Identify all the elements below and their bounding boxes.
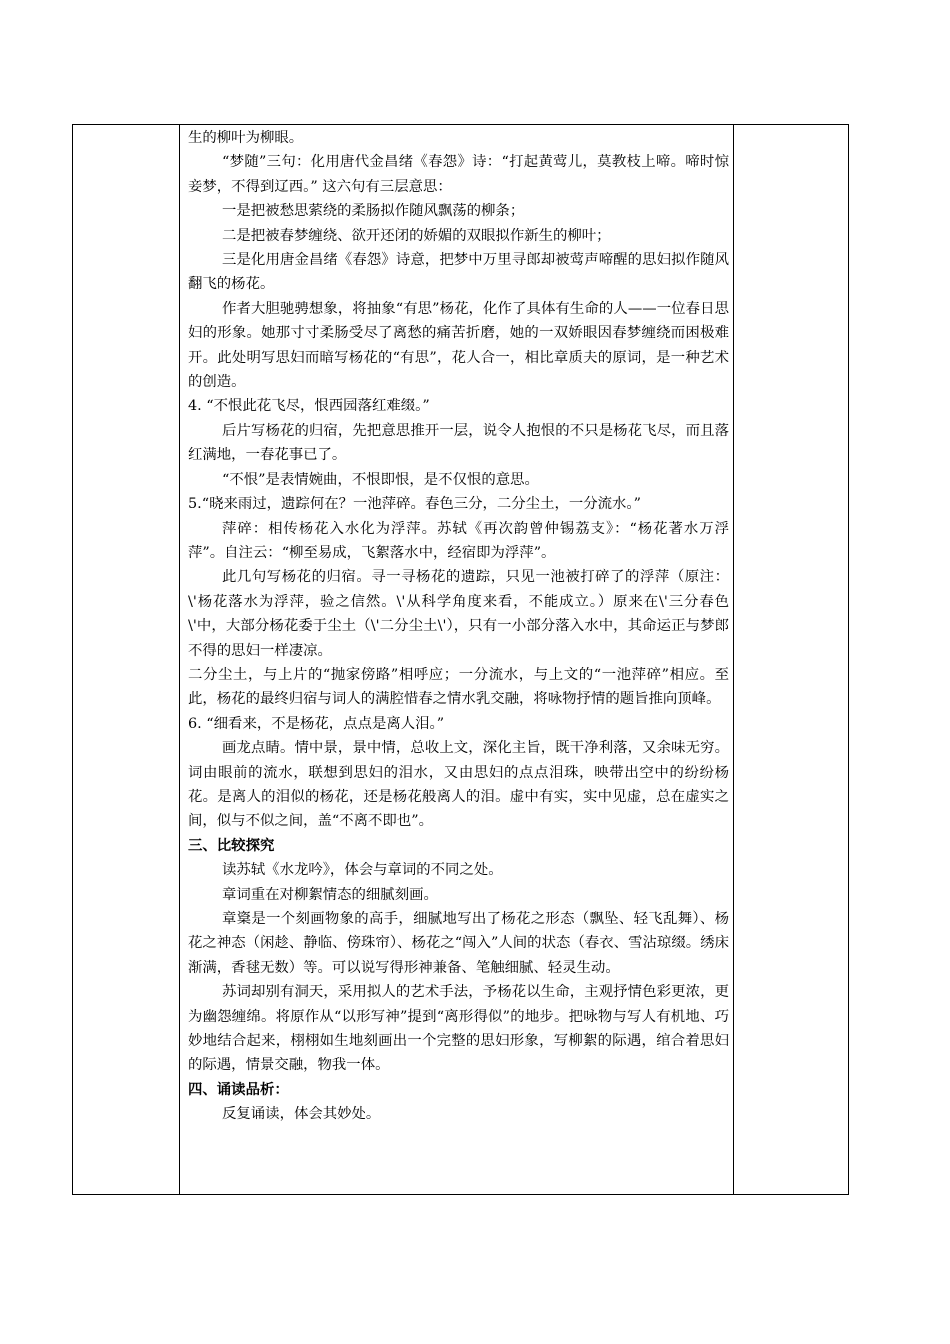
text-paragraph: 反复诵读，体会其妙处。 bbox=[222, 1106, 381, 1123]
table-right-border bbox=[848, 124, 849, 1195]
table-left-border bbox=[72, 124, 73, 1195]
section-heading: 四、诵读品析： bbox=[188, 1080, 289, 1098]
text-paragraph: 一是把被愁思萦绕的柔肠拟作随风飘荡的柳条； bbox=[222, 203, 525, 220]
text-paragraph: 6. “细看来，不是杨花，点点是离人泪。” bbox=[188, 715, 445, 732]
text-paragraph: 作者大胆驰骋想象，将抽象“有思”杨花，化作了具体有生命的人——一位春日思妇的形象。她那寸寸柔肠受尽了离愁的痛苦折磨，她的一双娇眼因春梦缠绕而困极难开。此处明写思妇而暗写杨花的“有思”，花人合一，相比章质夫的原词，是一种艺术的创造。 bbox=[188, 300, 729, 391]
table-inner-right-border bbox=[733, 124, 734, 1195]
text-paragraph: 4. “不恨此花飞尽，恨西园落红难缀。” bbox=[188, 398, 430, 415]
section-heading: 三、比较探究 bbox=[188, 836, 275, 854]
text-paragraph: 二分尘土，与上片的“抛家傍路”相呼应；一分流水，与上文的“一池萍碎”相应。至此，杨花的最终归宿与词人的满腔惜春之情水乳交融，将咏物抒情的题旨推向顶峰。 bbox=[188, 666, 729, 708]
text-paragraph: 苏词却别有洞天，采用拟人的艺术手法，予杨花以生命，主观抒情色彩更浓，更为幽怨缠绵。将原作从“以形写神”提到“离形得似”的地步。把咏物与写人有机地、巧妙地结合起来，栩栩如生地刻画出一个完整的思妇形象，写柳絮的际遇，绾合着思妇的际遇，情景交融，物我一体。 bbox=[188, 984, 729, 1074]
text-paragraph: 章楶是一个刻画物象的高手，细腻地写出了杨花之形态（飘坠、轻飞乱舞）、杨花之神态（闲趁、静临、傍珠帘）、杨花之“闯入”人间的状态（春衣、雪沾琼缀。绣床渐满，香毬无数）等。可以说写得形神兼备、笔触细腻、轻灵生动。 bbox=[188, 911, 729, 976]
text-paragraph: “不恨”是表情婉曲，不恨即恨，是不仅恨的意思。 bbox=[222, 471, 539, 488]
text-paragraph: 后片写杨花的归宿，先把意思推开一层，说令人抱恨的不只是杨花飞尽，而且落红满地，一春花事已了。 bbox=[188, 422, 729, 464]
text-paragraph: 5.“晓来雨过，遗踪何在？一池萍碎。春色三分，二分尘土，一分流水。” bbox=[188, 496, 641, 513]
text-paragraph: 画龙点睛。情中景，景中情，总收上文，深化主旨，既干净利落，又余味无穷。词由眼前的流水，联想到思妇的泪水，又由思妇的点点泪珠，映带出空中的纷纷杨花。是离人的泪似的杨花，还是杨花般离人的泪。虚中有实，实中见虚，总在虚实之间，似与不似之间，盖“不离不即也”。 bbox=[188, 740, 729, 830]
text-paragraph: “梦随”三句：化用唐代金昌绪《春怨》诗：“打起黄莺儿，莫教枝上啼。啼时惊妾梦，不得到辽西。” 这六句有三层意思： bbox=[188, 154, 729, 195]
text-paragraph: 读苏轼《水龙吟》，体会与章词的不同之处。 bbox=[222, 862, 503, 879]
text-paragraph: 此几句写杨花的归宿。寻一寻杨花的遗踪，只见一池被打碎了的浮萍（原注：\'杨花落水为浮萍，验之信然。\'从科学角度来看，不能成立。）原来在\'三分春色\'中，大部分杨花委于尘土（\'二分尘土\'），只有一小部分落入水中，其命运正与梦郎不得的思妇一样凄凉。 bbox=[188, 569, 729, 659]
lesson-content-cell bbox=[188, 126, 729, 1127]
table-inner-left-border bbox=[179, 124, 180, 1195]
text-paragraph: 章词重在对柳絮情态的细腻刻画。 bbox=[222, 886, 438, 903]
text-paragraph: 生的柳叶为柳眼。 bbox=[188, 130, 304, 146]
text-paragraph: 二是把被春梦缠绕、欲开还闭的娇媚的双眼拟作新生的柳叶； bbox=[222, 227, 611, 244]
text-paragraph: 三是化用唐金昌绪《春怨》诗意，把梦中万里寻郎却被莺声啼醒的思妇拟作随风翻飞的杨花。 bbox=[188, 252, 729, 293]
text-paragraph: 萍碎：相传杨花入水化为浮萍。苏轼《再次韵曾仲锡荔支》：“杨花著水万浮萍”。自注云：“柳至易成，飞絮落水中，经宿即为浮萍”。 bbox=[188, 520, 729, 561]
